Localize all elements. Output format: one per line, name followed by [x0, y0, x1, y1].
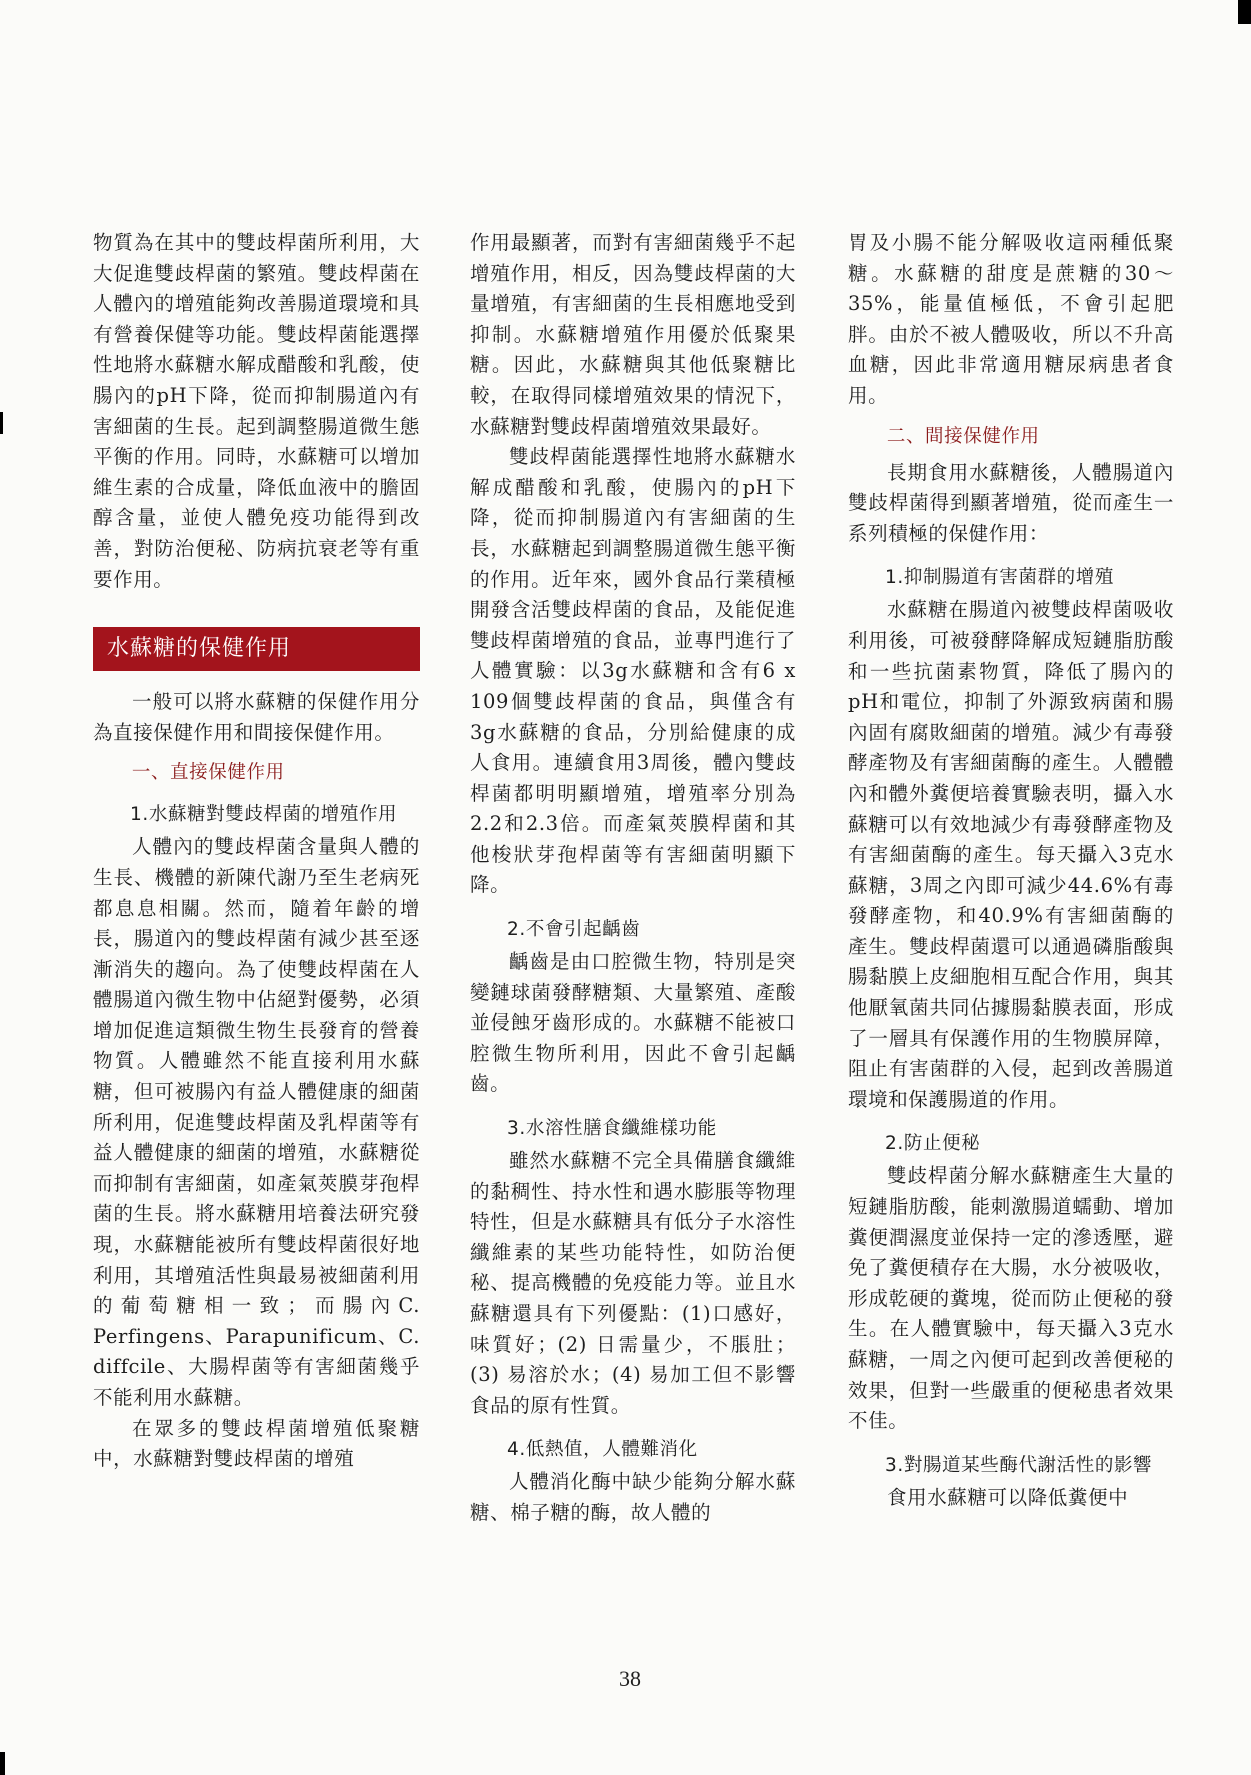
subheading: 3.水溶性膳食纖維樣功能: [507, 1118, 717, 1140]
paragraph: 人體消化酶中缺少能夠分解水蘇糖、棉子糖的酶，故人體的: [470, 1470, 796, 1524]
text-column-1: [93, 228, 420, 1475]
paragraph: 物質為在其中的雙歧桿菌所利用，大大促進雙歧桿菌的繁殖。雙歧桿菌在人體內的增殖能夠改善腸道環境和具有營養保健等功能。雙歧桿菌能選擇性地將水蘇糖水解成醋酸和乳酸，使腸內的pH下降，從而抑制腸道內有害細菌的生長。起到調整腸道微生態平衡的作用。同時，水蘇糖可以增加維生素的合成量，降低血液中的膽固醇含量，並使人體免疫功能得到改善，對防治便秘、防病抗衰老等有重要作用。: [93, 231, 420, 591]
paragraph: 水蘇糖在腸道內被雙歧桿菌吸收利用後，可被發酵降解成短鏈脂肪酸和一些抗菌素物質，降低了腸內的pH和電位，抑制了外源致病菌和腸內固有腐敗細菌的增殖。減少有毒發酵產物及有害細菌酶的產生。人體體內和體外糞便培養實驗表明，攝入水蘇糖可以有效地減少有毒發酵產物及有害細菌酶的產生。每天攝入3克水蘇糖，3周之內即可減少44.6%有毒發酵產物，和40.9%有害細菌酶的產生。雙歧桿菌還可以通過磷脂酸與腸黏膜上皮細胞相互配合作用，與其他厭氧菌共同佔據腸黏膜表面，形成了一層具有保護作用的生物膜屏障，阻止有害菌群的入侵，起到改善腸道環境和保護腸道的作用。: [848, 598, 1174, 1111]
subheading: 1.水蘇糖對雙歧桿菌的增殖作用: [130, 804, 398, 826]
subheading: 4.低熱值，人體難消化: [507, 1439, 698, 1461]
scan-edge-mark-top-right: [1238, 0, 1251, 24]
paragraph: 雖然水蘇糖不完全具備膳食纖維的黏稠性、持水性和遇水膨脹等物理特性，但是水蘇糖具有低分子水溶性纖維素的某些功能特性，如防治便秘、提高機體的免疫能力等。並且水蘇糖還具有下列優點：(1)口感好，味質好；(2) 日需量少，不脹肚；(3) 易溶於水；(4) 易加工但不影響食品的原有性質。: [470, 1149, 796, 1417]
paragraph: 作用最顯著，而對有害細菌幾乎不起增殖作用，相反，因為雙歧桿菌的大量增殖，有害細菌的生長相應地受到抑制。水蘇糖增殖作用優於低聚果糖。因此，水蘇糖與其他低聚糖比較，在取得同樣增殖效果的情況下，水蘇糖對雙歧桿菌增殖效果最好。: [470, 231, 796, 438]
paragraph: 齲齒是由口腔微生物，特別是突變鏈球菌發酵糖類、大量繁殖、產酸並侵蝕牙齒形成的。水蘇糖不能被口腔微生物所利用，因此不會引起齲齒。: [470, 950, 796, 1096]
page-number: 38: [619, 1666, 641, 1691]
paragraph: 一般可以將水蘇糖的保健作用分為直接保健作用和間接保健作用。: [93, 690, 420, 744]
heading-direct-health-effects: 一、直接保健作用: [131, 762, 285, 784]
paragraph: 雙歧桿菌能選擇性地將水蘇糖水解成醋酸和乳酸，使腸內的pH下降，從而抑制腸道內有害細菌的生長，水蘇糖起到調整腸道微生態平衡的作用。近年來，國外食品行業積極開發含活雙歧桿菌的食品，及能促進雙歧桿菌增殖的食品，並專門進行了人體實驗：以3g水蘇糖和含有6 x 109個雙歧桿菌的食品，與僅含有3g水蘇糖的食品，分別給健康的成人食用。連續食用3周後，體內雙歧桿菌都明明顯增殖，增殖率分別為2.2和2.3倍。而產氣莢膜桿菌和其他梭狀芽孢桿菌等有害細菌明顯下降。: [470, 445, 796, 897]
paragraph: 人體內的雙歧桿菌含量與人體的生長、機體的新陳代謝乃至生老病死都息息相關。然而，隨着年齡的增長，腸道內的雙歧桿菌有減少甚至逐漸消失的趨向。為了使雙歧桿菌在人體腸道內微生物中佔絕對優勢，必須增加促進這類微生物生長發育的營養物質。人體雖然不能直接利用水蘇糖，但可被腸內有益人體健康的細菌所利用，促進雙歧桿菌及乳桿菌等有益人體健康的細菌的增殖，水蘇糖從而抑制有害細菌，如產氣莢膜芽孢桿菌的生長。將水蘇糖用培養法研究發現，水蘇糖能被所有雙歧桿菌很好地利用，其增殖活性與最易被細菌利用的葡萄糖相一致；而腸內C. Perfingens、Parapunificum、C. diffcile、大腸桿菌等有害細菌幾乎不能利用水蘇糖。: [93, 835, 420, 1409]
paragraph: 雙歧桿菌分解水蘇糖產生大量的短鏈脂肪酸，能刺激腸道蠕動、增加糞便潤濕度並保持一定的滲透壓，避免了糞便積存在大腸，水分被吸收，形成乾硬的糞塊，從而防止便秘的發生。在人體實驗中，每天攝入3克水蘇糖，一周之內便可起到改善便秘的效果，但對一些嚴重的便秘患者效果不佳。: [848, 1164, 1174, 1433]
section-title-bar: 水蘇糖的保健作用: [93, 627, 420, 671]
paragraph: 長期食用水蘇糖後，人體腸道內雙歧桿菌得到顯著增殖，從而產生一系列積極的保健作用：: [848, 460, 1174, 545]
paragraph: 胃及小腸不能分解吸收這兩種低聚糖。水蘇糖的甜度是蔗糖的30～35%，能量值極低，不會引起肥胖。由於不被人體吸收，所以不升高血糖，因此非常適用糖尿病患者食用。: [848, 231, 1174, 407]
paragraph: 食用水蘇糖可以降低糞便中: [887, 1485, 1129, 1509]
scan-edge-mark-bottom-left: [0, 1752, 5, 1775]
subheading: 2.防止便秘: [885, 1133, 981, 1155]
subheading: 1.抑制腸道有害菌群的增殖: [885, 567, 1114, 589]
subheading: 2.不會引起齲齒: [507, 919, 641, 941]
paragraph: 在眾多的雙歧桿菌增殖低聚糖中，水蘇糖對雙歧桿菌的增殖: [93, 1416, 420, 1471]
text-column-2: [470, 228, 796, 1529]
heading-indirect-health-effects: 二、間接保健作用: [886, 425, 1040, 447]
text-column-3: [848, 228, 1174, 1513]
subheading: 3.對腸道某些酶代謝活性的影響: [885, 1454, 1153, 1476]
scan-edge-mark-left: [0, 412, 3, 434]
